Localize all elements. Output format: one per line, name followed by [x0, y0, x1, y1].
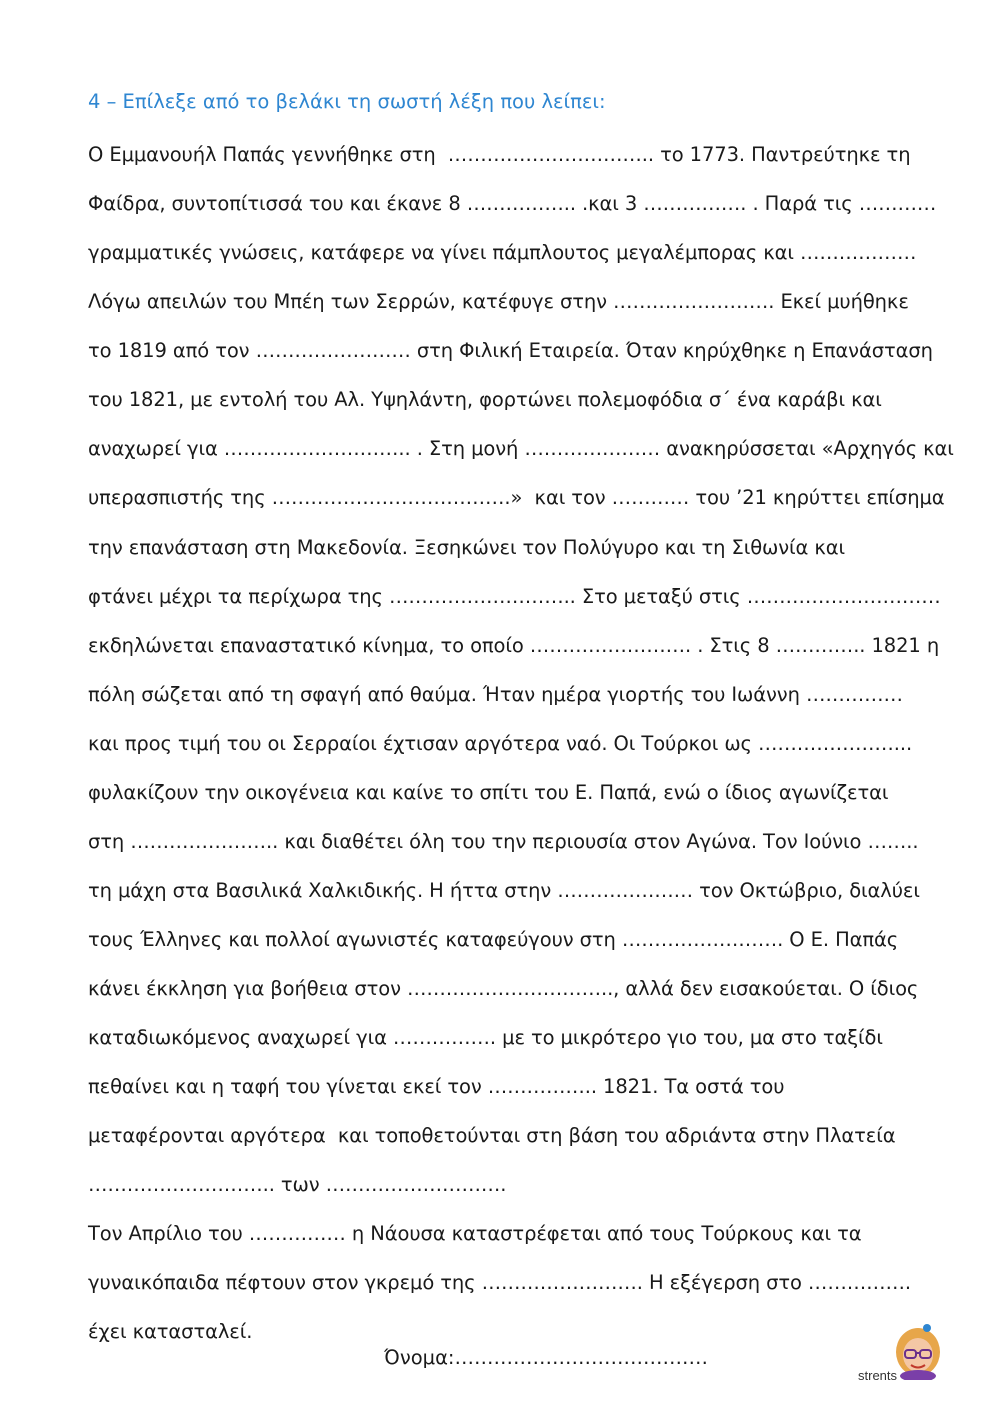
- exercise-heading: 4 – Επίλεξε από το βελάκι τη σωστή λέξη που λείπει:: [88, 90, 606, 113]
- text-line: πόλη σώζεται από τη σφαγή από θαύμα. Ήταν ημέρα γιορτής του Ιωάννη ……………: [88, 683, 903, 706]
- text-line: και προς τιμή του οι Σερραίοι έχτισαν αργότερα ναό. Οι Τούρκοι ως …………………...: [88, 732, 913, 755]
- avatar-icon: [893, 1322, 943, 1380]
- text-line: Τον Απρίλιο του …………… η Νάουσα καταστρέφεται από τους Τούρκους και τα: [88, 1222, 862, 1245]
- text-line: ……………………….. των ……………………….: [88, 1173, 507, 1196]
- name-field[interactable]: Όνομα:…………………………………: [384, 1346, 708, 1369]
- text-line: Λόγω απειλών του Μπέη των Σερρών, κατέφυγε στην ……………………. Εκεί μυήθηκε: [88, 290, 909, 313]
- text-line: πεθαίνει και η ταφή του γίνεται εκεί τον …………….. 1821. Τα οστά του: [88, 1075, 785, 1098]
- text-line: υπερασπιστής της ……………………………….» και τον ………… του ’21 κηρύττει επίσημα: [88, 486, 945, 509]
- text-line: το 1819 από τον …………………… στη Φιλική Εταιρεία. Όταν κηρύχθηκε η Επανάσταση: [88, 339, 933, 362]
- text-line: στη ………………….. και διαθέτει όλη του την περιουσία στον Αγώνα. Τον Ιούνιο ……..: [88, 830, 919, 853]
- text-line: αναχωρεί για ……………………….. . Στη μονή ………………… ανακηρύσσεται «Αρχηγός και: [88, 437, 954, 460]
- text-line: κάνει έκκληση για βοήθεια στον ………………………….., αλλά δεν εισακούεται. Ο ίδιος: [88, 977, 919, 1000]
- text-line: Φαίδρα, συντοπίτισσά του και έκανε 8 …………….. .και 3 ……………. . Παρά τις …………: [88, 192, 937, 215]
- text-line: μεταφέρονται αργότερα και τοποθετούνται στη βάση του αδριάντα στην Πλατεία: [88, 1124, 896, 1147]
- text-line: την επανάσταση στη Μακεδονία. Ξεσηκώνει τον Πολύγυρο και τη Σιθωνία και: [88, 536, 846, 559]
- text-line: τη μάχη στα Βασιλικά Χαλκιδικής. Η ήττα στην ………………… τον Οκτώβριο, διαλύει: [88, 879, 920, 902]
- text-line: τους Έλληνες και πολλοί αγωνιστές καταφεύγουν στη ……………………. Ο Ε. Παπάς: [88, 928, 899, 951]
- text-line: γραμματικές γνώσεις, κατάφερε να γίνει πάμπλουτος μεγαλέμπορας και ………………: [88, 241, 917, 264]
- text-line: Ο Εμμανουήλ Παπάς γεννήθηκε στη ………………………….. το 1773. Παντρεύτηκε τη: [88, 143, 911, 166]
- text-line: εκδηλώνεται επαναστατικό κίνημα, το οποίο ……………………. . Στις 8 ………….. 1821 η: [88, 634, 940, 657]
- text-line: καταδιωκόμενος αναχωρεί για ……………. με το μικρότερο γιο του, μα στο ταξίδι: [88, 1026, 883, 1049]
- text-line: έχει κατασταλεί.: [88, 1320, 253, 1343]
- author-watermark: strents: [858, 1368, 898, 1383]
- text-line: του 1821, με εντολή του Αλ. Υψηλάντη, φορτώνει πολεμοφόδια σ΄ ένα καράβι και: [88, 388, 882, 411]
- text-line: γυναικόπαιδα πέφτουν στον γκρεμό της ……………………. Η εξέγερση στο …………….: [88, 1271, 912, 1294]
- text-line: φτάνει μέχρι τα περίχωρα της ……………………….. Στο μεταξύ στις …………………………: [88, 585, 941, 608]
- text-line: φυλακίζουν την οικογένεια και καίνε το σπίτι του Ε. Παπά, ενώ ο ίδιος αγωνίζεται: [88, 781, 889, 804]
